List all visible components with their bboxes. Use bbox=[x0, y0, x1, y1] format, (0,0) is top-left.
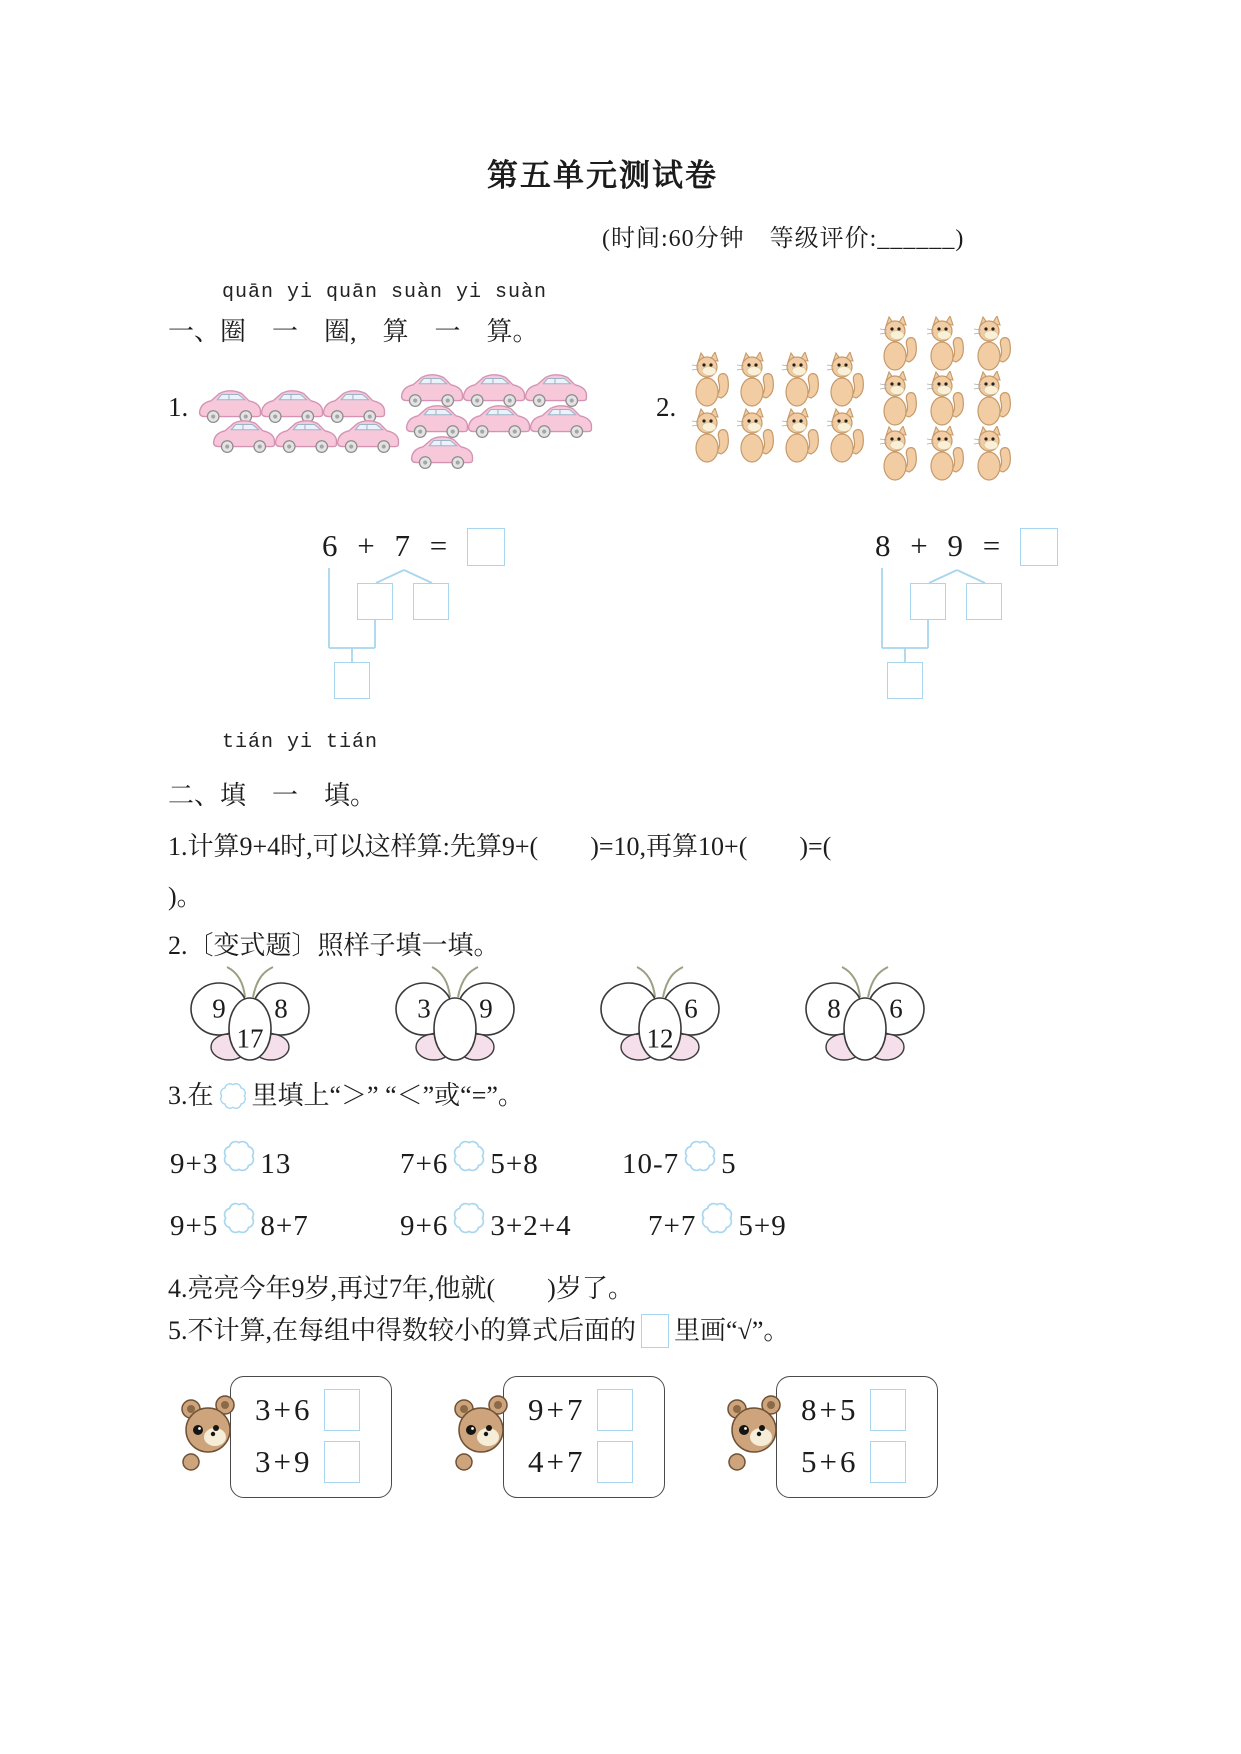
page-subtitle: (时间:60分钟 等级评价:______) bbox=[602, 226, 965, 252]
comparison-right: 5+8 bbox=[490, 1147, 539, 1180]
butterfly-icon bbox=[798, 963, 932, 1068]
comparison-cloud[interactable] bbox=[697, 1197, 737, 1239]
squirrel-icon bbox=[735, 408, 777, 464]
squirrel-icon bbox=[735, 352, 777, 408]
comparison-right: 5 bbox=[721, 1147, 737, 1180]
squirrel-icon bbox=[825, 352, 867, 408]
squirrel-icon bbox=[972, 371, 1014, 427]
card-expression: 9+7 bbox=[528, 1392, 586, 1427]
tree-2-sum-box[interactable] bbox=[887, 662, 923, 699]
section2-heading: 二、填 一 填。 bbox=[168, 781, 377, 810]
card-expression: 8+5 bbox=[801, 1392, 859, 1427]
comparison-item bbox=[170, 1205, 309, 1247]
squirrel-icon bbox=[972, 426, 1014, 482]
comparison-cloud[interactable] bbox=[449, 1135, 489, 1177]
comparison-right: 5+9 bbox=[738, 1209, 787, 1242]
answer-card bbox=[503, 1376, 665, 1498]
comparison-left: 10-7 bbox=[622, 1147, 680, 1180]
item5-post: 里画“√”。 bbox=[674, 1316, 790, 1345]
equation-1-text: 6 + 7 = bbox=[322, 528, 454, 563]
comparison-cloud[interactable] bbox=[219, 1197, 259, 1239]
bear-icon bbox=[451, 1392, 515, 1474]
page-title: 第五单元测试卷 bbox=[487, 158, 718, 193]
card-check-box[interactable] bbox=[324, 1389, 360, 1431]
butterfly-left-value: 3 bbox=[417, 993, 431, 1024]
butterfly bbox=[798, 963, 932, 1068]
squirrel-icon bbox=[780, 352, 822, 408]
problem-2-number: 2. bbox=[656, 392, 677, 422]
comparison-right: 3+2+4 bbox=[490, 1209, 572, 1242]
butterfly bbox=[183, 963, 317, 1068]
butterfly-left-value: 9 bbox=[212, 993, 226, 1024]
item3-post: 里填上“＞” “＜”或“=”。 bbox=[251, 1081, 524, 1110]
butterfly-right-value: 8 bbox=[274, 993, 288, 1024]
comparison-item bbox=[170, 1143, 291, 1185]
comparison-item bbox=[400, 1143, 539, 1185]
item5-pre: 5.不计算,在每组中得数较小的算式后面的 bbox=[168, 1316, 637, 1345]
butterfly-icon bbox=[388, 963, 522, 1068]
butterfly-center-value: 17 bbox=[236, 1023, 264, 1054]
item5-text bbox=[168, 1310, 789, 1348]
squirrel-icon bbox=[972, 316, 1014, 372]
cloud-icon bbox=[216, 1078, 250, 1114]
answer-card bbox=[230, 1376, 392, 1498]
item1-line1: 1.计算9+4时,可以这样算:先算9+( )=10,再算10+( )=( bbox=[168, 832, 832, 861]
bear-icon bbox=[178, 1392, 242, 1474]
squirrel-icon bbox=[878, 371, 920, 427]
comparison-item bbox=[400, 1205, 572, 1247]
tree-2-part-box-2[interactable] bbox=[966, 583, 1002, 620]
comparison-right: 8+7 bbox=[260, 1209, 309, 1242]
comparison-left: 9+6 bbox=[400, 1209, 449, 1242]
squirrel-icon bbox=[878, 316, 920, 372]
squirrel-icon bbox=[825, 408, 867, 464]
decomposition-tree-1 bbox=[300, 560, 480, 705]
equation-2-text: 8 + 9 = bbox=[875, 528, 1007, 563]
section1-heading: 一、圈 一 圈, 算 一 算。 bbox=[168, 317, 539, 346]
squirrel-icon bbox=[878, 426, 920, 482]
tree-1-sum-box[interactable] bbox=[334, 662, 370, 699]
butterfly-left-value: 8 bbox=[827, 993, 841, 1024]
tree-1-part-box-2[interactable] bbox=[413, 583, 449, 620]
card-expression: 4+7 bbox=[528, 1444, 586, 1479]
car-icon bbox=[527, 399, 595, 441]
comparison-left: 7+6 bbox=[400, 1147, 449, 1180]
answer-card bbox=[776, 1376, 938, 1498]
card-check-box[interactable] bbox=[597, 1389, 633, 1431]
tree-2-part-box-1[interactable] bbox=[910, 583, 946, 620]
comparison-left: 9+5 bbox=[170, 1209, 219, 1242]
car-icon bbox=[210, 414, 278, 456]
car-icon bbox=[272, 414, 340, 456]
item3-pre: 3.在 bbox=[168, 1081, 214, 1110]
card-expression: 5+6 bbox=[801, 1444, 859, 1479]
card-expression: 3+6 bbox=[255, 1392, 313, 1427]
tree-1-part-box-1[interactable] bbox=[357, 583, 393, 620]
comparison-cloud[interactable] bbox=[449, 1197, 489, 1239]
item5-example-box[interactable] bbox=[641, 1314, 669, 1348]
decomposition-tree-2 bbox=[853, 560, 1033, 705]
section1-pinyin: quān yi quān suàn yi suàn bbox=[222, 281, 548, 304]
butterfly bbox=[593, 963, 727, 1068]
comparison-item bbox=[622, 1143, 737, 1185]
card-expression: 3+9 bbox=[255, 1444, 313, 1479]
card-check-box[interactable] bbox=[870, 1389, 906, 1431]
comparison-right: 13 bbox=[260, 1147, 292, 1180]
comparison-left: 9+3 bbox=[170, 1147, 219, 1180]
butterfly-center-value: 12 bbox=[646, 1023, 674, 1054]
squirrel-icon bbox=[690, 352, 732, 408]
car-icon bbox=[334, 414, 402, 456]
bear-icon bbox=[724, 1392, 788, 1474]
item4-text: 4.亮亮今年9岁,再过7年,他就( )岁了。 bbox=[168, 1274, 634, 1303]
item3-heading bbox=[168, 1075, 524, 1112]
squirrel-icon bbox=[925, 426, 967, 482]
squirrel-icon bbox=[925, 316, 967, 372]
butterfly-right-value: 6 bbox=[684, 993, 698, 1024]
butterfly-right-value: 6 bbox=[889, 993, 903, 1024]
problem-1-number: 1. bbox=[168, 392, 189, 422]
squirrel-icon bbox=[690, 408, 732, 464]
item2-heading: 2.〔变式题〕照样子填一填。 bbox=[168, 931, 500, 960]
section2-pinyin: tián yi tián bbox=[222, 731, 379, 754]
squirrel-icon bbox=[925, 371, 967, 427]
car-icon bbox=[408, 430, 476, 472]
butterfly-right-value: 9 bbox=[479, 993, 493, 1024]
comparison-cloud[interactable] bbox=[219, 1135, 259, 1177]
comparison-cloud[interactable] bbox=[680, 1135, 720, 1177]
comparison-item bbox=[648, 1205, 787, 1247]
card-check-box[interactable] bbox=[324, 1441, 360, 1483]
item1-line2: )。 bbox=[168, 882, 203, 911]
squirrel-icon bbox=[780, 408, 822, 464]
butterfly bbox=[388, 963, 522, 1068]
comparison-left: 7+7 bbox=[648, 1209, 697, 1242]
card-check-box[interactable] bbox=[597, 1441, 633, 1483]
card-check-box[interactable] bbox=[870, 1441, 906, 1483]
